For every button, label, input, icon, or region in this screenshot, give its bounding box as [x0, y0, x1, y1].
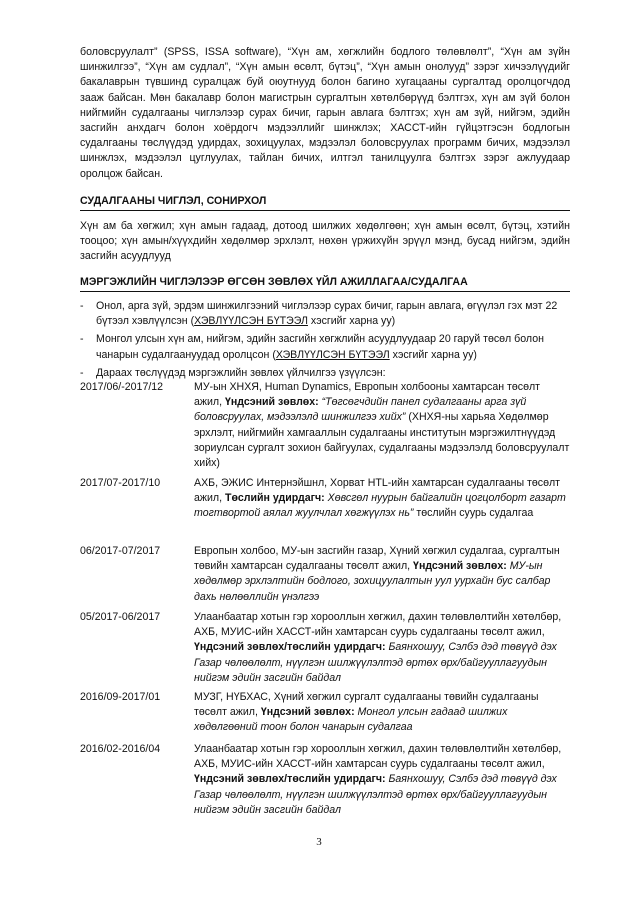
publications-link[interactable]: ХЭВЛҮҮЛСЭН БҮТЭЭЛ [275, 348, 390, 361]
experience-description: МУ-ын ХНХЯ, Human Dynamics, Европын холбооны хамтарсан төсөлт ажил, Үндсэний зөвлөх: “Төгсөгчдийн панел судалгааны арга зүй боловсруулах, мэдээлэлд шинжилгээ хийх” (ХНХЯ-ны харьяа Хөдөлмөр эрхлэлт, нийгмийн хамгааллын судалгааны институтын мэргэжилтнүүдэд зориулсан сургалт зохион байгуулах, судалгааны мэдээлэлд боловсруулалт хийх) [194, 381, 570, 470]
research-heading: СУДАЛГААНЫ ЧИГЛЭЛ, СОНИРХОЛ [80, 194, 570, 211]
research-text: Хүн ам ба хөгжил; хүн амын гадаад, дотоод шилжих хөдөлгөөн; хүн амын өсөлт, бүтэц, хэтийн тооцоо; хүн амын/хүүхдийн хөдөлмөр эрхлэлт, нөхөн үржихүйн эрүүл мэнд, бусад нийгэм, эдийн засгийн асуудлууд [80, 220, 570, 263]
experience-date: 2016/02-2016/04 [80, 743, 161, 755]
page-number: 3 [316, 836, 322, 848]
experience-date: 06/2017-07/2017 [80, 545, 161, 557]
experience-date: 2016/09-2017/01 [80, 691, 161, 703]
publications-link[interactable]: ХЭВЛҮҮЛСЭН БҮТЭЭЛ [194, 315, 308, 328]
consulting-heading: МЭРГЭЖЛИЙН ЧИГЛЭЛЭЭР ӨГСӨН ЗӨВЛӨХ ҮЙЛ АЖИЛЛАГАА/СУДАЛГАА [80, 275, 570, 292]
experience-date: 2017/07-2017/10 [80, 477, 161, 489]
experience-description: АХБ, ЭЖИС Интернэйшнл, Хорват HTL-ийн хамтарсан судалгааны төсөлт ажил, Төслийн удирдагч: Хөвсгөл нуурын байгалийн цогцолборт газарт тогтвортой аялал жуулчлал хөгжүүлэх нь” төслийн суурь судалгаа [194, 477, 566, 520]
experience-description: Улаанбаатар хотын гэр хорооллын хөгжил, дахин төлөвлөлтийн хөтөлбөр, АХБ, МУИС-ийн ХАССТ-ийн хамтарсан суурь судалгааны төсөлт ажил, Үндсэний зөвлөх/төслийн удирдагч: Баянхошуу, Сэлбэ дэд төвүүд дэх Газар чөлөөлөлт, нүүлгэн шилжүүлэлтэд өртөх өрх/байгууллагуудын нийгэм эдийн засгийн байдал [194, 611, 562, 684]
experience-date: 2017/06/-2017/12 [80, 381, 164, 393]
experience-date: 05/2017-06/2017 [80, 611, 161, 623]
experience-description: МУЗГ, НҮБХАС, Хүний хөгжил сургалт судалгааны төвийн судалгааны төсөлт ажил, Үндсэний зөвлөх: Монгол улсын гадаад шилжих хөдөлгөөний тоон болон чанарын судалгаа [194, 691, 539, 734]
bullet-item: - Онол, арга зүй, эрдэм шинжилгээний чиглэлээр сурах бичиг, гарын авлага, өгүүлэл гэх мэт 22 бүтээл хэвлүүлсэн (ХЭВЛҮҮЛСЭН БҮТЭЭЛ хэсгийг харна уу) [80, 300, 558, 328]
bullet-item: - Монгол улсын хүн ам, нийгэм, эдийн засгийн хөгжлийн асуудлуудаар 20 гаруй төсөл болон чанарын судалгаануудад оролцсон (ХЭВЛҮҮЛСЭН БҮТЭЭЛ хэсгийг харна уу) [80, 333, 544, 361]
intro-paragraph: боловсруулалт” (SPSS, ISSA software), “Хүн ам, хөгжлийн бодлого төлөвлөлт”, “Хүн ам зүйн шинжилгээ”, “Хүн ам судлал”, “Хүн амын өсөлт, бүтэц”, “Хүн амын онолууд” зэрэг хичээлүүдийг бакалаврын түвшинд суралцаж буй оюутнууд болон багино хугацааны сургалтад оролцогчдод зааж байсан. Мөн бакалавр болон магистрын сургалтын хөтөлбөрүүд бэлтгэх, хүн ам зүй болон нийгмийн судалгааны чиглэлээр сурах бичиг, гарын авлага бэлтгэх; хүн ам зүй, нийгэм, эдийн засгийн анхдагч болон хоёрдогч мэдээллийг шинжлэх; ХАССТ-ийн гүйцэтгэсэн бодлогын судалгааны төслүүдэд удирдах, зохицуулах, мэдээлэл боловсруулах программ бичих, мэдээлэл шинжлэх, мэдээлэл цуглуулах, тайлан бичих, илтгэл танилцуулга бэлтгэх зэрэг ажлуудаар оролцож байсан. [80, 46, 570, 180]
bullet-item: - Дараах төслүүдэд мэргэжлийн зөвлөх үйлчилгээ үзүүлсэн: [80, 366, 386, 379]
experience-description: Европын холбоо, МУ-ын засгийн газар, Хүний хөгжил судалгаа, сургалтын төвийн хамтарсан судалгааны төсөлт ажил, Үндсэний зөвлөх: МУ-ын хөдөлмөр эрхлэлтийн бодлого, зохицуулалтын уул уурхайн бус салбар дахь нөлөөллийн үнэлгээ [194, 545, 560, 603]
consulting-bullet-list [80, 299, 570, 384]
experience-description: Улаанбаатар хотын гэр хорооллын хөгжил, дахин төлөвлөлтийн хөтөлбөр, АХБ, МУИС-ийн ХАССТ-ийн хамтарсан суурь судалгааны төсөлт ажил, Үндсэний зөвлөх/төслийн удирдагч: Баянхошуу, Сэлбэ дэд төвүүд дэх Газар чөлөөлөлт, нүүлгэн шилжүүлэлтэд өртөх өрх/байгууллагуудын нийгэм эдийн засгийн байдал [194, 743, 562, 816]
